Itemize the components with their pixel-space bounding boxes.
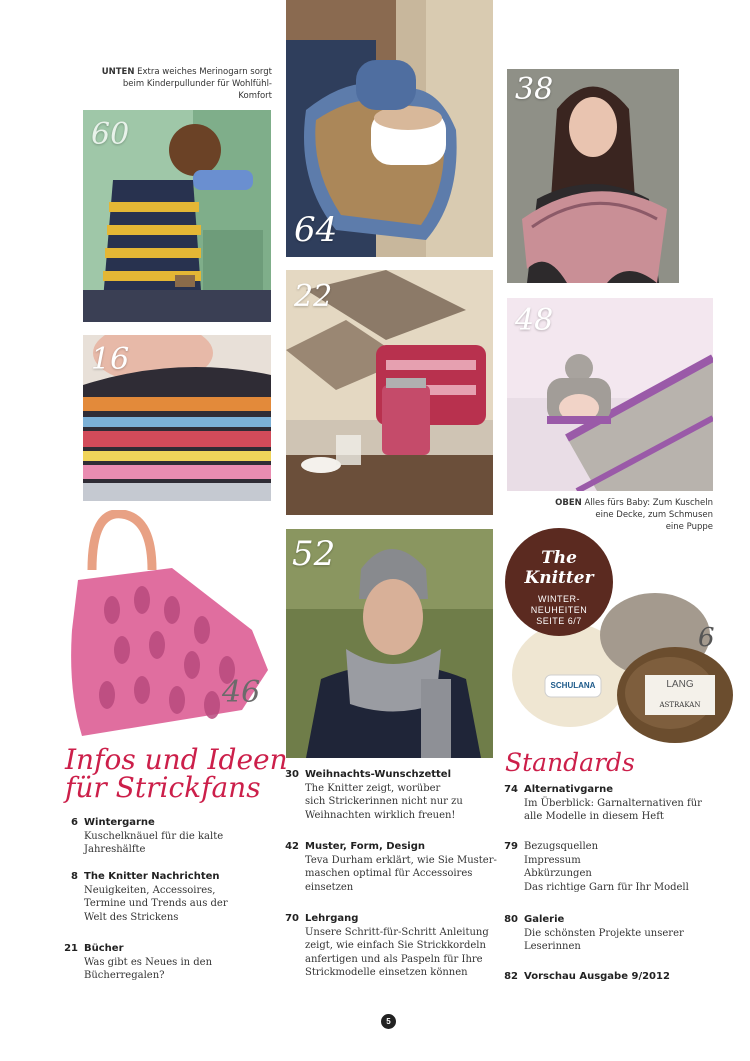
photo-mittens-mug bbox=[286, 0, 493, 257]
toc-entry[interactable] bbox=[502, 783, 722, 824]
toc-entry[interactable] bbox=[283, 912, 498, 980]
caption-unten-label: UNTEN bbox=[101, 67, 135, 77]
toc-desc: Im Überblick: Garnalternativen für bbox=[524, 797, 702, 809]
toc-title: Galerie bbox=[524, 914, 565, 925]
photo-page-64: 64 bbox=[294, 210, 338, 250]
photo-boy-vest bbox=[83, 110, 271, 322]
toc-title: Weihnachts-Wunschzettel bbox=[305, 769, 451, 780]
toc-desc: Teva Durham erklärt, wie Sie Muster- bbox=[305, 854, 497, 866]
toc-page-number: 79 bbox=[504, 841, 518, 852]
photo-page-46: 46 bbox=[222, 675, 261, 710]
photo-blanket-teapot bbox=[286, 270, 493, 515]
photo-page-22: 22 bbox=[294, 279, 333, 314]
toc-entry[interactable] bbox=[502, 913, 722, 954]
section-heading-infos bbox=[65, 743, 288, 804]
toc-page-number: 30 bbox=[285, 769, 299, 780]
caption-oben-label: OBEN bbox=[555, 498, 582, 508]
toc-desc: Unsere Schritt-für-Schritt Anleitung bbox=[305, 926, 489, 938]
toc-entry[interactable] bbox=[62, 816, 272, 857]
caption-oben-text: Alles fürs Baby: Zum Kuscheln bbox=[584, 498, 713, 508]
toc-desc: Jahreshälfte bbox=[84, 844, 146, 855]
toc-desc: Kuschelknäuel für die kalte bbox=[84, 830, 224, 842]
toc-title: The Knitter Nachrichten bbox=[84, 871, 220, 882]
toc-desc: einsetzen bbox=[305, 881, 354, 893]
toc-title: Muster, Form, Design bbox=[305, 841, 425, 852]
toc-desc: Welt des Strickens bbox=[84, 911, 179, 923]
heading-standards: Standards bbox=[505, 748, 635, 777]
toc-page-number: 6 bbox=[71, 817, 78, 828]
photo-colorwork-cowl bbox=[83, 335, 271, 501]
toc-page-number: 80 bbox=[504, 914, 518, 925]
toc-desc: anfertigen und als Paspeln für Ihre bbox=[305, 953, 483, 965]
toc-entry[interactable] bbox=[283, 768, 498, 822]
yarn-label-astrakan: ASTRAKAN bbox=[659, 701, 701, 709]
toc-desc: Das richtige Garn für Ihr Modell bbox=[524, 881, 689, 893]
section-heading-standards bbox=[505, 750, 635, 775]
caption-unten-text2: beim Kinderpullunder für Wohlfühl-Komfort bbox=[122, 79, 272, 101]
toc-desc: Was gibt es Neues in den bbox=[84, 956, 213, 968]
toc-desc: Strickmodelle einsetzen können bbox=[305, 967, 468, 978]
knitter-badge bbox=[505, 528, 613, 636]
toc-desc: Bezugsquellen bbox=[524, 841, 599, 852]
toc-desc: zeigt, wie einfach Sie Strickkordeln bbox=[305, 940, 486, 951]
caption-unten bbox=[96, 66, 272, 102]
photo-page-52: 52 bbox=[292, 534, 336, 574]
toc-desc: Bücherregalen? bbox=[84, 970, 165, 981]
caption-oben-text2: eine Decke, zum Schmusen bbox=[595, 510, 713, 520]
caption-unten-text: Extra weiches Merinogarn sorgt bbox=[137, 67, 272, 77]
toc-desc: Leserinnen bbox=[524, 941, 581, 952]
photo-page-48: 48 bbox=[515, 303, 554, 338]
badge-line3: SEITE 6/7 bbox=[536, 616, 582, 626]
yarn-label-lang: LANG bbox=[666, 679, 694, 690]
toc-desc: The Knitter zeigt, worüber bbox=[305, 782, 441, 794]
photo-lace-bag bbox=[62, 510, 274, 742]
photo-page-38: 38 bbox=[515, 72, 554, 107]
toc-page-number: 8 bbox=[71, 871, 78, 882]
photo-page-6: 6 bbox=[698, 623, 715, 653]
toc-page-number: 74 bbox=[504, 784, 518, 795]
toc-entry[interactable] bbox=[502, 970, 722, 984]
yarn-label-schulana: SCHULANA bbox=[550, 681, 596, 690]
toc-title: Wintergarne bbox=[84, 817, 155, 828]
knitter-brand: The Knitter bbox=[524, 548, 594, 588]
caption-oben-text3: eine Puppe bbox=[665, 522, 713, 532]
toc-page-number: 42 bbox=[285, 841, 299, 852]
photo-page-16: 16 bbox=[91, 342, 130, 377]
toc-entry[interactable] bbox=[62, 870, 272, 924]
photo-woman-shawl bbox=[507, 69, 679, 283]
badge-line2: NEUHEITEN bbox=[530, 605, 588, 615]
toc-desc: Abkürzungen bbox=[524, 868, 592, 879]
toc-title: Vorschau Ausgabe 9/2012 bbox=[524, 971, 670, 982]
heading-infos-line1: Infos und Ideen bbox=[65, 743, 288, 776]
toc-entry[interactable] bbox=[283, 840, 498, 894]
toc-page-number: 70 bbox=[285, 913, 299, 924]
toc-desc: Termine und Trends aus der bbox=[84, 898, 228, 909]
toc-entry[interactable] bbox=[62, 942, 272, 983]
photo-page-60: 60 bbox=[91, 117, 130, 152]
toc-title: Bücher bbox=[84, 943, 124, 954]
toc-page-number: 21 bbox=[64, 943, 78, 954]
toc-desc: sich Strickerinnen nicht nur zu bbox=[305, 796, 463, 807]
photo-yarn-balls bbox=[505, 525, 735, 743]
heading-infos-line2: für Strickfans bbox=[65, 771, 261, 804]
photo-man-scarf bbox=[286, 529, 493, 758]
toc-desc: Neuigkeiten, Accessoires, bbox=[84, 884, 216, 896]
badge-line1: WINTER- bbox=[538, 594, 580, 604]
toc-desc: maschen optimal für Accessoires bbox=[305, 868, 473, 879]
photo-baby-blanket bbox=[507, 298, 713, 491]
toc-desc: Impressum bbox=[524, 854, 581, 866]
toc-title: Alternativgarne bbox=[524, 784, 613, 795]
page-number: 5 bbox=[381, 1014, 396, 1029]
toc-entry[interactable] bbox=[502, 840, 722, 894]
toc-title: Lehrgang bbox=[305, 913, 359, 924]
toc-desc: Weihnachten wirklich freuen! bbox=[305, 809, 456, 821]
toc-desc: alle Modelle in diesem Heft bbox=[524, 811, 664, 822]
toc-page-number: 82 bbox=[504, 971, 518, 982]
toc-desc: Die schönsten Projekte unserer bbox=[524, 927, 684, 939]
